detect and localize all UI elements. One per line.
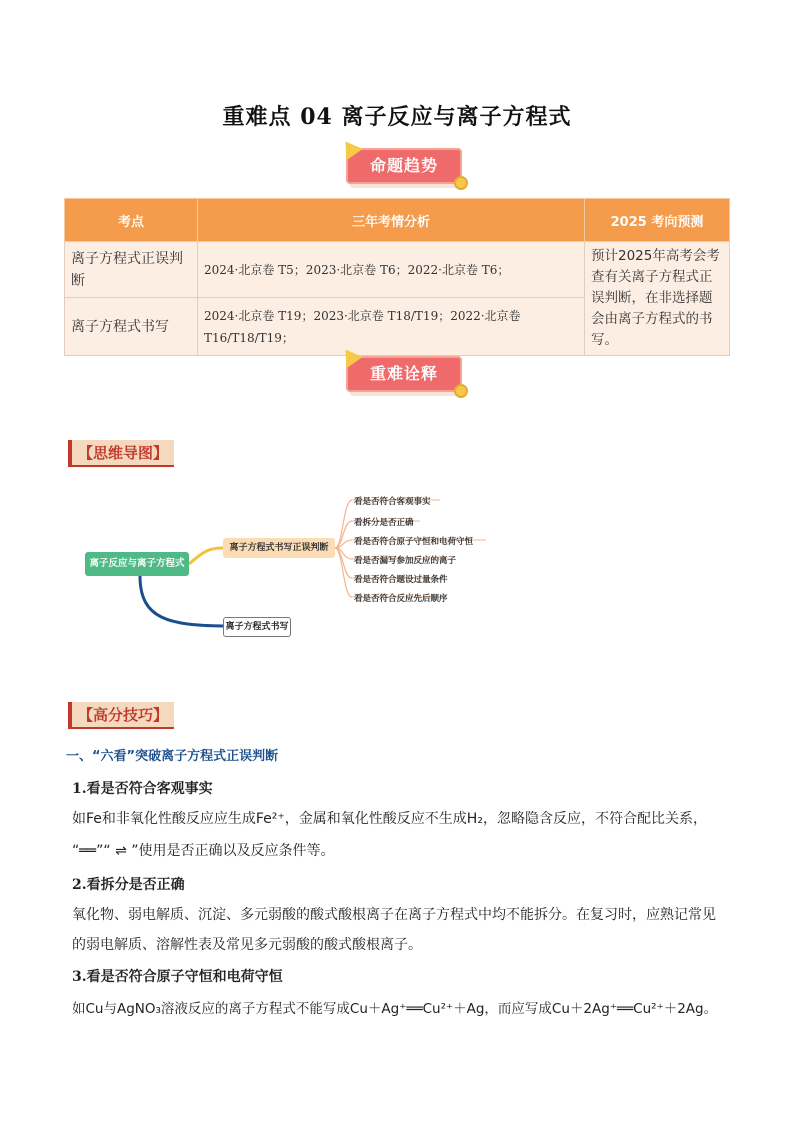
- trend-table: [64, 198, 730, 356]
- point1-heading: 1.看是否符合客观事实: [72, 781, 213, 797]
- forecast-cell: 预计2025年高考会考查有关离子方程式正误判断，在非选择题会由离子方程式的书写。: [585, 242, 730, 356]
- mindmap-branch-judgement: 离子方程式书写正误判断: [223, 538, 335, 558]
- tips-tag: 【高分技巧】: [68, 702, 174, 729]
- row2-topic: 离子方程式书写: [65, 298, 198, 356]
- banner-trend: [346, 148, 466, 188]
- header-forecast: 2025 考向预测: [585, 199, 730, 242]
- mindmap-leaf: 看是否漏写参加反应的离子: [354, 556, 457, 566]
- coin-icon: [454, 384, 468, 398]
- point1-text-line2: “══”“ ⇌ ”使用是否正确以及反应条件等。: [72, 843, 335, 859]
- point3-text: 如Cu与AgNO₃溶液反应的离子方程式不能写成Cu＋Ag⁺══Cu²⁺＋Ag，而应写成Cu＋2Ag⁺══Cu²⁺＋2Ag。: [72, 1001, 718, 1017]
- header-analysis: 三年考情分析: [198, 199, 585, 242]
- point2-heading: 2.看拆分是否正确: [72, 877, 185, 893]
- row2-analysis: 2024·北京卷 T19；2023·北京卷 T18/T19；2022·北京卷 T16/T18/T19；: [198, 298, 585, 356]
- mindmap-leaf: 看是否符合客观事实: [354, 497, 431, 507]
- point1-text-line1: 如Fe和非氧化性酸反应应生成Fe²⁺，金属和氧化性酸反应不生成H₂，忽略隐含反应，不符合配比关系，: [72, 811, 707, 827]
- mindmap-root: 离子反应与离子方程式: [85, 552, 189, 576]
- section-heading: 一、“六看”突破离子方程式正误判断: [66, 749, 279, 764]
- mindmap-leaf: 看拆分是否正确: [354, 518, 414, 528]
- mindmap-leaf: 看是否符合原子守恒和电荷守恒: [354, 537, 474, 547]
- mindmap-branch-writing: 离子方程式书写: [223, 617, 291, 637]
- document-title: 重难点 04 离子反应与离子方程式: [222, 104, 572, 130]
- point3-heading: 3.看是否符合原子守恒和电荷守恒: [72, 969, 283, 985]
- banner-explain: [346, 356, 466, 396]
- mindmap-tag: 【思维导图】: [68, 440, 174, 467]
- point2-text-line1: 氧化物、弱电解质、沉淀、多元弱酸的酸式酸根离子在离子方程式中均不能拆分。在复习时，应熟记常见: [72, 907, 716, 923]
- point2-text-line2: 的弱电解质、溶解性表及常见多元弱酸的酸式酸根离子。: [72, 937, 422, 953]
- banner-trend-label: 命题趋势: [346, 148, 462, 184]
- row1-analysis: 2024·北京卷 T5；2023·北京卷 T6；2022·北京卷 T6；: [198, 242, 585, 298]
- mindmap-leaf: 看是否符合题设过量条件: [354, 575, 448, 585]
- header-topic: 考点: [65, 199, 198, 242]
- row1-topic: 离子方程式正误判断: [65, 242, 198, 298]
- coin-icon: [454, 176, 468, 190]
- banner-explain-label: 重难诠释: [346, 356, 462, 392]
- mindmap-leaf: 看是否符合反应先后顺序: [354, 594, 448, 604]
